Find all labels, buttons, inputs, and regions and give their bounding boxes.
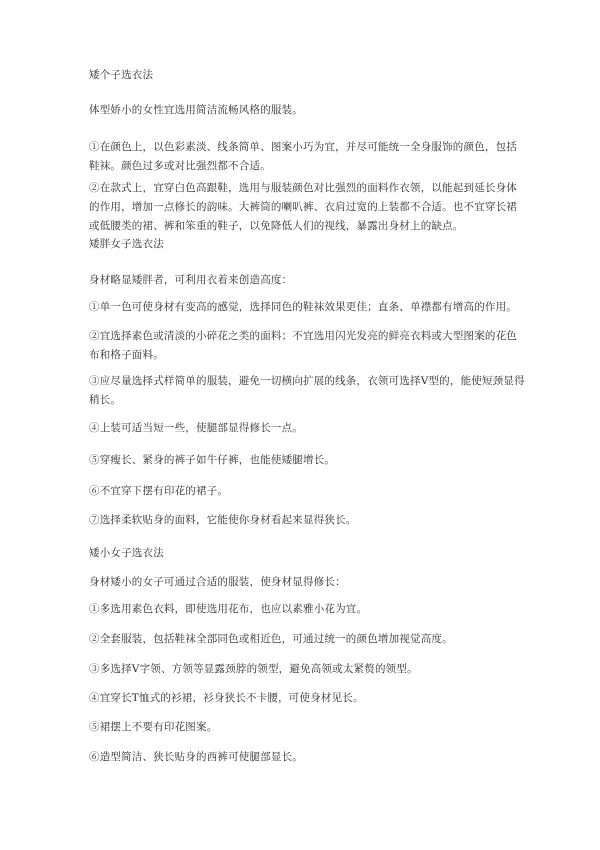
tip-paragraph: ①单一色可使身材有变高的感觉，选择同色的鞋袜效果更佳；直条、单襟都有增高的作用。 xyxy=(89,301,517,313)
section-intro-petite-women: 身材矮小的女子可通过合适的服装，使身材显得修长： xyxy=(89,576,346,588)
tip-paragraph: ④宜穿长T恤式的衫裙，衫身狭长不卡腰，可使身材见长。 xyxy=(89,692,364,704)
tip-paragraph: ②在款式上，宜穿白色高跟鞋，选用与服装颜色对比强烈的面料作衣领，以能起到延长身体的作用，增加一点修长的韵味。大裤筒的喇叭裤、衣肩过宽的上装都不合适。也不宜穿长裙或低腰类的裙、裤和笨重的鞋子，以免降低人们的视线，暴露出身材上的缺点。 xyxy=(89,182,517,232)
section-intro-short-plump-women: 身材略显矮胖者，可利用衣着来创造高度： xyxy=(89,274,293,286)
tip-paragraph: ⑤穿瘦长、紧身的裤子如牛仔裤，也能使矮腿增长。 xyxy=(89,454,336,466)
tip-paragraph: ⑥不宜穿下摆有印花的裙子。 xyxy=(89,485,229,497)
section-heading-petite-women: 矮小女子选衣法 xyxy=(89,547,164,559)
tip-paragraph: ④上装可适当短一些，使腿部显得修长一点。 xyxy=(89,422,303,434)
tip-paragraph: ③应尽量选择式样简单的服装，避免一切横向扩展的线条，衣领可选择V型的，能使短颈显得稍长。 xyxy=(89,375,525,406)
tip-paragraph: ①多选用素色衣料，即使选用花布，也应以素雅小花为宜。 xyxy=(89,603,368,615)
tip-paragraph: ①在颜色上，以色彩素淡、线条简单、图案小巧为宜，并尽可能统一全身服饰的颜色，包括鞋袜。颜色过多或对比强烈都不合适。 xyxy=(89,141,517,172)
tip-paragraph: ②全套服装，包括鞋袜全部同色或相近色，可通过统一的颜色增加视觉高度。 xyxy=(89,633,453,645)
tip-paragraph: ②宜选择素色或清淡的小碎花之类的面料；不宜选用闪光发亮的鲜亮衣料或大型图案的花色布和格子面料。 xyxy=(89,330,517,361)
tip-paragraph: ⑥造型简洁、狭长贴身的西裤可使腿部显长。 xyxy=(89,751,303,763)
tip-paragraph: ③多选择V字领、方领等显露颈脖的领型，避免高领或太紧赘的领型。 xyxy=(89,663,418,675)
tip-paragraph: ⑤裙摆上不要有印花图案。 xyxy=(89,721,218,733)
section-heading-short-women: 矮个子选衣法 xyxy=(89,69,154,81)
tip-paragraph: ⑦选择柔软贴身的面料，它能使你身材看起来显得狭长。 xyxy=(89,514,357,526)
section-heading-short-plump-women: 矮胖女子选衣法 xyxy=(89,238,164,250)
section-intro-short-women: 体型娇小的女性宜选用简洁流畅风格的服装。 xyxy=(89,104,303,116)
